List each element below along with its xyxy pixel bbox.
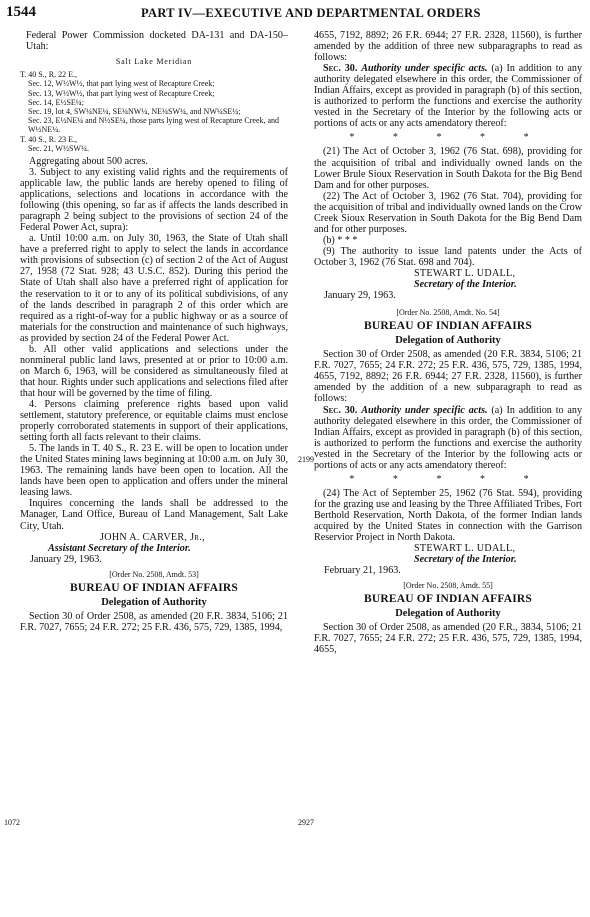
land-line: T. 40 S., R. 22 E., — [20, 70, 77, 80]
margin-reference: 2927 — [298, 818, 314, 827]
signature-date: January 29, 1963. — [30, 553, 102, 565]
land-line: Sec. 21, W½SW¼. — [28, 143, 89, 153]
section-30-text — [314, 63, 582, 129]
paragraph-3a: a. Until 10:00 a.m. on July 30, 1963, the State of Utah shall have a preferred right to apply to select the lands in accordance with provisions of subsection (c) of section 2 of the Act of August 27, 1958 (72 Stat. 928; 43 U.S.C. 852). During this period the State of Utah shall also have a preferred right of application for the reservation to it or to any of its political subdivisions, of any of the lands described in paragraph 2 of this order which are required as a right-of-way for a public highway or as a source of materials for the construction and maintenance of such highways, as provided by section 24 of the Federal Power Act. — [20, 233, 288, 344]
section-title: Authority under specific acts. — [361, 404, 488, 416]
section-body: (a) In addition to any authority delegated elsewhere in this order, the Commissioner of Indian Affairs, except as provided in paragraph (b) of this section, is authorized to perform the functions and exercise the authority vested in the Secretary of the Interior by the following acts or portions of acts or any acts amendatory thereof: — [314, 63, 582, 130]
inquiries-paragraph: Inquires concerning the lands shall be addressed to the Manager, Land Office, Bureau of Land Management, Salt Lake City, Utah. — [20, 498, 288, 532]
signer-title: Assistant Secretary of the Interior. — [48, 542, 191, 554]
paragraph-3b: b. All other valid applications and selections under the nonmineral public land laws, presented at or prior to 10:00 a.m. on March 6, 1963, will be considered as simultaneously filed at that hour. Rights under such applications and selections filed after that hour will be governed by the time of filing. — [20, 343, 288, 399]
signer-name: STEWART L. UDALL, — [414, 267, 516, 279]
paragraph-4: 4. Persons claiming preference rights based upon valid settlement, statutory preference, or equitable claims must enclose properly corroborated statements in support of their applications, setting forth all facts relevant to their claims. — [20, 399, 288, 444]
land-line: Sec. 12, W½W½, that part lying west of Recapture Creek; — [28, 79, 215, 89]
land-line: Sec. 14, E½SE¼; — [28, 97, 84, 107]
paragraph-5: 5. The lands in T. 40 S., R. 23 E. will be open to location under the United States mining laws beginning at 10:00 a.m. on July 30, 1963. The remaining lands have been open to location. All the lands have been open to application and offers under the mineral leasing laws. — [20, 443, 288, 499]
page-number: 1544 — [6, 4, 36, 20]
delegation-heading: Delegation of Authority — [101, 596, 207, 608]
intro-text: Federal Power Commission docketed DA-131 and DA-150–Utah: — [26, 30, 288, 53]
item-b: (b) * * * — [323, 234, 358, 246]
bureau-heading: BUREAU OF INDIAN AFFAIRS — [363, 320, 533, 333]
bureau-heading: BUREAU OF INDIAN AFFAIRS — [363, 593, 533, 606]
ellipsis-stars: * * * * * — [349, 132, 547, 144]
order-number: [Order No. 2508, Amdt. No. 54] — [396, 308, 500, 318]
section-body: (a) In addition to any authority delegated elsewhere in this order, the Commissioner of Indian Affairs, except as provided in paragraph (b) of this section, is authorized to perform the functions and exercise the authority vested in the Secretary of the Interior by the following acts or portions of acts or any acts amendatory thereof: — [314, 404, 582, 471]
section-label: Sec. 30. — [323, 404, 358, 416]
land-line: T. 40 S., R. 23 E., — [20, 134, 77, 144]
item-24: (24) The Act of September 25, 1962 (76 Stat. 594), providing for the grazing use and leasing by the Three Affiliated Tribes, Fort Berthold Reservation, North Dakota, of the former Indian lands acquired by the United States in connection with the Garrison Reservior Project in North Dakota. — [314, 487, 582, 544]
signer-title: Secretary of the Interior. — [414, 554, 517, 566]
signer-title: Secretary of the Interior. — [414, 279, 517, 291]
signer-name: JOHN A. CARVER, Jr., — [100, 531, 205, 543]
item-21: (21) The Act of October 3, 1962 (76 Stat. 698), providing for the acquisition of tribal and individually owned lands on the Lower Brule Sioux Reservation in South Dakota for the Big Bend Dam and for other purposes. — [314, 146, 582, 191]
section-30-paragraph: Section 30 of Order 2508, as amended (20 F.R. 3834, 5106; 21 F.R. 7027, 7655; 24 F.R. 272; 25 F.R. 436, 575, 729, 1385, 1994, — [20, 610, 288, 633]
section-label: Sec. 30. — [323, 63, 358, 75]
ellipsis-stars: * * * * * — [349, 473, 547, 485]
land-line: Sec. 19, lot 4, SW¼NE¼, SE¼NW¼, NE¼SW¼, and NW¼SE¼; — [28, 106, 241, 116]
delegation-heading: Delegation of Authority — [395, 608, 501, 620]
order-number: [Order No. 2508, Amdt. 53] — [109, 569, 199, 579]
running-head: PART IV—EXECUTIVE AND DEPARTMENTAL ORDERS — [141, 6, 481, 20]
right-column — [314, 30, 582, 655]
section-30-paragraph: Section 30 of Order 2508, as amended (20 F.R., 3834, 5106; 21 F.R. 7027, 7655; 24 F.R. 272; 25 F.R. 436, 575, 729, 1385, 1994, 4655, — [314, 622, 582, 656]
item-22: (22) The Act of October 3, 1962 (76 Stat. 704), providing for the acquisition of tribal and individually owned lands on the Crow Creek Sioux Reservation in South Dakota for the Big Bend Dam and for other purposes. — [314, 190, 582, 235]
land-line: Sec. 23, E½NE¼ and N½SE¼, those parts lying west of Recapture Creek, and W½NE¼. — [28, 116, 280, 135]
section-30-text — [314, 405, 582, 471]
aggregating-text: Aggregating about 500 acres. — [29, 155, 148, 167]
margin-reference: 2199 — [298, 455, 314, 464]
section-title: Authority under specific acts. — [361, 63, 488, 75]
order-number: [Order No. 2508, Amdt. 55] — [403, 581, 493, 591]
left-column — [20, 30, 288, 633]
delegation-heading: Delegation of Authority — [395, 335, 501, 347]
signature-date: February 21, 1963. — [324, 565, 401, 577]
meridian-heading: Salt Lake Meridian — [115, 57, 193, 67]
continued-paragraph: 4655, 7192, 8892; 26 F.R. 6944; 27 F.R. 2328, 11560), is further amended by the addition of three new subparagraphs to read as follows: — [314, 30, 582, 64]
signer-name: STEWART L. UDALL, — [414, 543, 516, 555]
land-line: Sec. 13, W½W½, that part lying west of Recapture Creek; — [28, 88, 215, 98]
item-9: (9) The authority to issue land patents under the Acts of October 3, 1962 (76 Stat. 698 and 704). — [314, 245, 582, 268]
land-description — [20, 70, 288, 153]
page-header — [6, 4, 584, 26]
amendment-paragraph: Section 30 of Order 2508, as amended (20 F.R. 3834, 5106; 21 F.R. 7027, 7655; 24 F.R. 272; 25 F.R. 436, 575, 729, 1385, 1994, 4655, 7192, 8892; 26 F.R. 6944; 27 F.R. 2328, 11560), is further amended by the addition of a new subparagraph to read as follows: — [314, 349, 582, 405]
margin-reference: 1072 — [4, 818, 20, 827]
bureau-heading: BUREAU OF INDIAN AFFAIRS — [69, 581, 239, 594]
paragraph-3: 3. Subject to any existing valid rights and the requirements of applicable law, the public lands are hereby opened to filing of applications, selections and locations in accordance with the following (this opening, so far as if affects the lands described in paragraph 2 being subject to the provisions of section 24 of the Federal Power Act, supra): — [20, 167, 288, 234]
signature-date: January 29, 1963. — [324, 290, 396, 302]
